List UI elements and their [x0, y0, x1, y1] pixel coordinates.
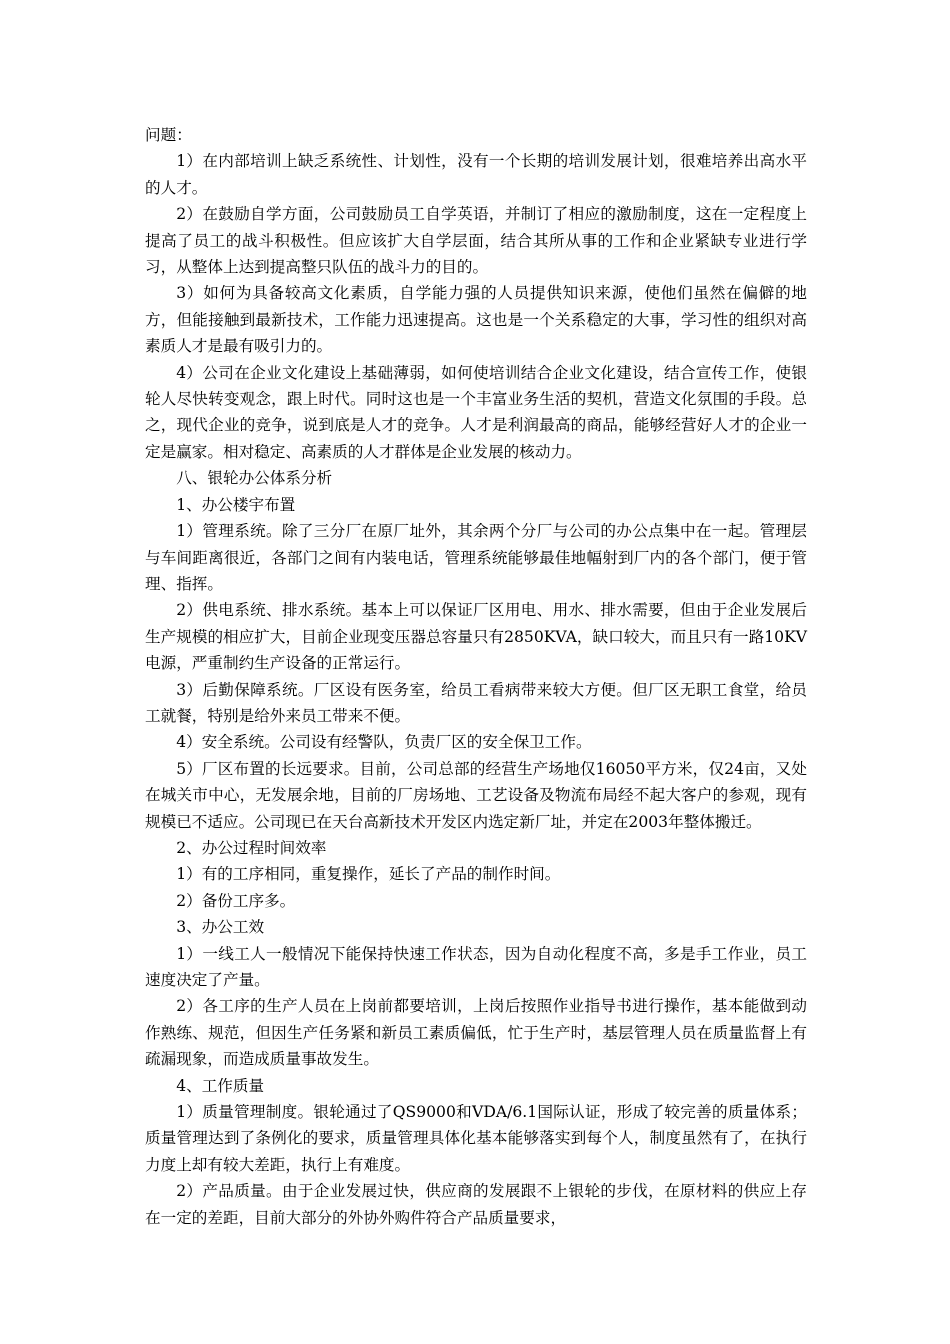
- subsection-heading: 2、办公过程时间效率: [176, 838, 327, 857]
- paragraph-heading-wenti: 问题：: [145, 126, 192, 144]
- paragraph: 1）管理系统。除了三分厂在原厂址外，其余两个分厂与公司的办公点集中在一起。管理层与车间距离很近，各部门之间有内装电话，管理系统能够最佳地幅射到厂内的各个部门，便于管理、指挥。: [145, 522, 807, 593]
- paragraph: 1）有的工序相同，重复操作，延长了产品的制作时间。: [176, 865, 561, 884]
- subsection-heading: 3、办公工效: [176, 918, 265, 937]
- paragraph: 5）厂区布置的长远要求。目前，公司总部的经营生产场地仅16050平方米，仅24亩，又处在城关市中心，无发展余地，目前的厂房场地、工艺设备及物流布局经不起大客户的参观，现有规模已不适应。公司现已在天台高新技术开发区内选定新厂址，并定在2003年整体搬迁。: [145, 759, 807, 831]
- paragraph: 1）在内部培训上缺乏系统性、计划性，没有一个长期的培训发展计划，很难培养出高水平的人才。: [145, 152, 807, 197]
- subsection-heading: 1、办公楼宇布置: [176, 495, 296, 514]
- paragraph: 2）在鼓励自学方面，公司鼓励员工自学英语，并制订了相应的激励制度，这在一定程度上提高了员工的战斗积极性。但应该扩大自学层面，结合其所从事的工作和企业紧缺专业进行学习，从整体上达到提高整只队伍的战斗力的目的。: [145, 205, 807, 277]
- paragraph: 4）安全系统。公司设有经警队，负责厂区的安全保卫工作。: [176, 733, 592, 752]
- paragraph: 3）后勤保障系统。厂区设有医务室，给员工看病带来较大方便。但厂区无职工食堂，给员工就餐，特别是给外来员工带来不便。: [145, 680, 807, 725]
- document-body: [145, 122, 807, 1231]
- paragraph: 1）一线工人一般情况下能保持快速工作状态，因为自动化程度不高，多是手工作业，员工速度决定了产量。: [145, 944, 807, 989]
- paragraph: 2）产品质量。由于企业发展过快，供应商的发展跟不上银轮的步伐，在原材料的供应上存在一定的差距，目前大部分的外协外购件符合产品质量要求，: [145, 1182, 807, 1227]
- paragraph: 2）供电系统、排水系统。基本上可以保证厂区用电、用水、排水需要，但由于企业发展后生产规模的相应扩大，目前企业现变压器总容量只有2850KVA，缺口较大，而且只有一路10KV电源，严重制约生产设备的正常运行。: [145, 601, 807, 673]
- paragraph: 3）如何为具备较高文化素质，自学能力强的人员提供知识来源，使他们虽然在偏僻的地方，但能接触到最新技术，工作能力迅速提高。这也是一个关系稳定的大事，学习性的组织对高素质人才是最有吸引力的。: [145, 284, 807, 356]
- paragraph: 4）公司在企业文化建设上基础薄弱，如何使培训结合企业文化建设，结合宣传工作，使银轮人尽快转变观念，跟上时代。同时这也是一个丰富业务生活的契机，营造文化氛围的手段。总之，现代企业的竞争，说到底是人才的竞争。人才是利润最高的商品，能够经营好人才的企业一定是赢家。相对稳定、高素质的人才群体是企业发展的核动力。: [145, 363, 807, 461]
- section-heading: 八、银轮办公体系分析: [176, 469, 333, 488]
- subsection-heading: 4、工作质量: [176, 1076, 265, 1095]
- paragraph: 2）各工序的生产人员在上岗前都要培训，上岗后按照作业指导书进行操作，基本能做到动作熟练、规范，但因生产任务紧和新员工素质偏低，忙于生产时，基层管理人员在质量监督上有疏漏现象，而造成质量事故发生。: [145, 997, 807, 1069]
- paragraph: 1）质量管理制度。银轮通过了QS9000和VDA/6.1国际认证，形成了较完善的质量体系；质量管理达到了条例化的要求，质量管理具体化基本能够落实到每个人，制度虽然有了，在执行力度上却有较大差距，执行上有难度。: [145, 1103, 807, 1174]
- paragraph: 2）备份工序多。: [176, 891, 296, 910]
